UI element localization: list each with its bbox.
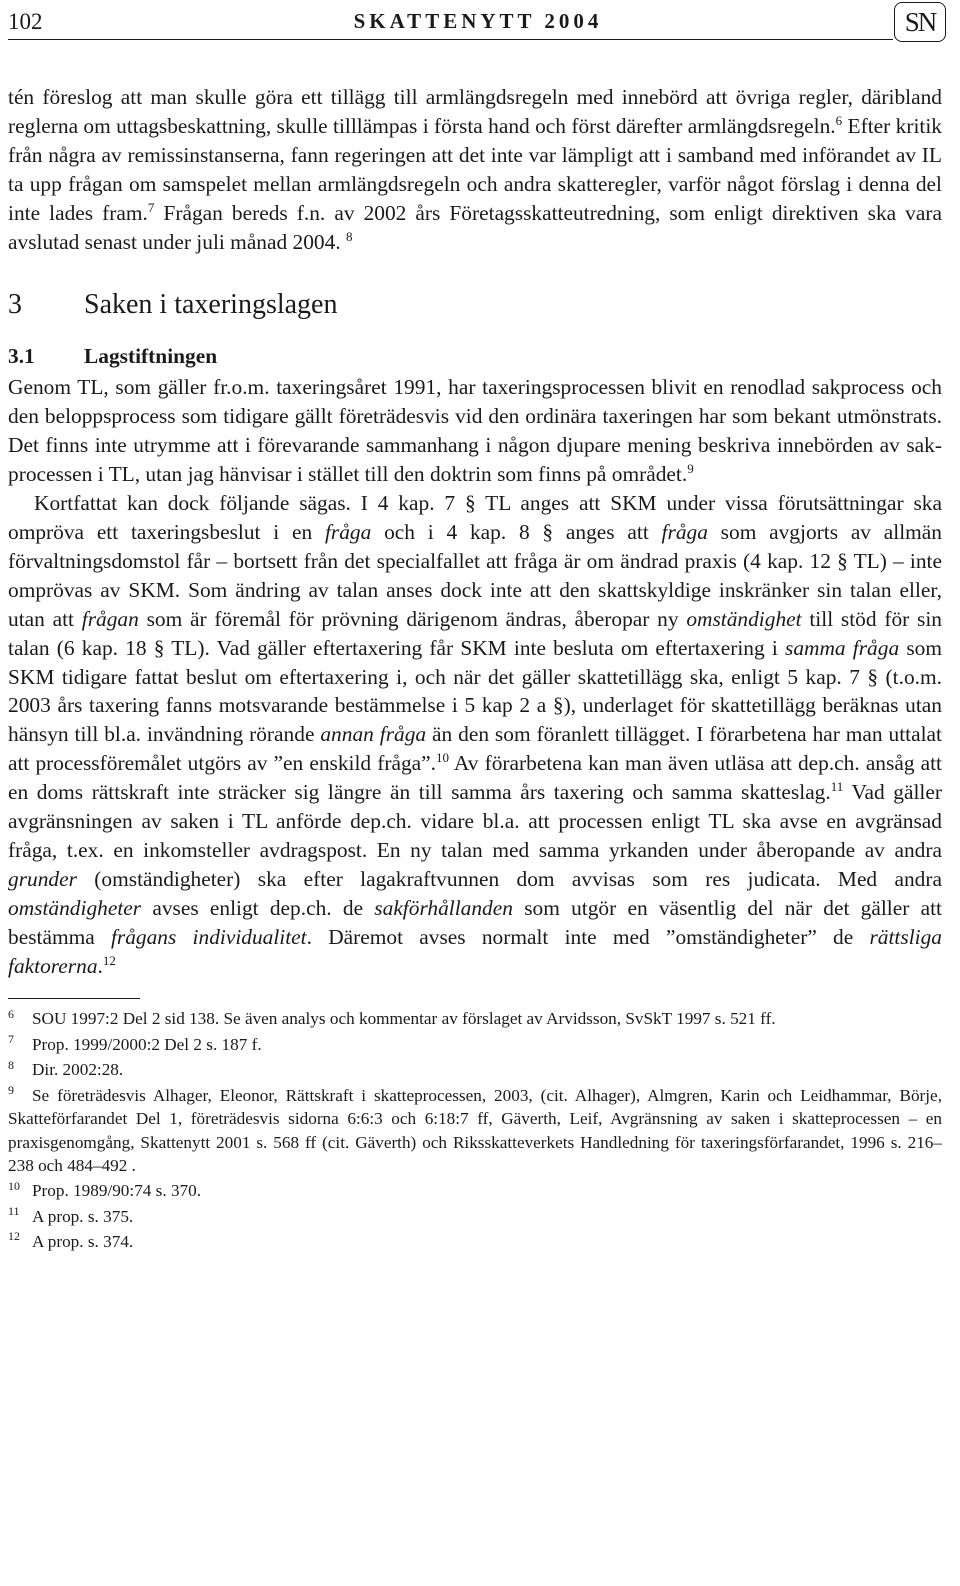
footnote-ref[interactable]: 12 bbox=[102, 952, 116, 968]
page-number: 102 bbox=[8, 9, 43, 34]
section-title: Saken i taxeringslagen bbox=[84, 289, 338, 321]
text-run: och i 4 kap. 8 § anges att bbox=[371, 519, 662, 544]
footnote-ref[interactable]: 10 bbox=[436, 750, 450, 766]
section-number: 3 bbox=[8, 289, 22, 321]
footnote-separator bbox=[8, 998, 140, 999]
page-header bbox=[8, 0, 948, 44]
text-run: Av förarbetena kan man även utläsa att dep.ch. ansåg att en doms rättskraft inte sträcker sig längre än till samma års taxering och samma skatteslag. bbox=[8, 751, 942, 805]
italic-term: fråga bbox=[661, 519, 708, 544]
italic-term: frågan bbox=[81, 606, 139, 631]
footnote-text: A prop. s. 375. bbox=[32, 1206, 134, 1226]
footnote-text: Prop. 1999/2000:2 Del 2 s. 187 f. bbox=[32, 1034, 262, 1054]
italic-term: omständigheter bbox=[8, 895, 142, 920]
text-run: Genom TL, som gäller fr.o.m. taxeringsåret 1991, har taxeringsprocessen blivit en renodlad sakprocess och den beloppsprocess som tidigare gällt företrädesvis vid den ordinära taxeringen har som bekant utmönstrats. Det finns inte utrymme att i förevarande sammanhang i någon djupare mening beskriva innebörden av sakprocessen i TL, utan jag hänvisar i stället till den doktrin som finns på området. bbox=[8, 375, 942, 487]
text-run: Efter kritik från några av remissinstanserna, fann regeringen att det inte var lämpligt att i samband med införandet av IL ta upp frågan om samspelet mellan armlängdsregeln och andra skatteregler, varför något förslag i denna del inte lades fram. bbox=[8, 113, 942, 225]
journal-logo: SN bbox=[894, 2, 946, 42]
italic-term: annan fråga bbox=[320, 722, 427, 747]
header-rule bbox=[8, 39, 893, 40]
subsection-number: 3.1 bbox=[8, 344, 35, 369]
paragraph-2 bbox=[8, 489, 942, 980]
subsection-title: Lagstiftningen bbox=[84, 344, 218, 369]
footnote-text: A prop. s. 374. bbox=[32, 1232, 134, 1252]
footnote-ref[interactable]: 6 bbox=[835, 112, 843, 128]
italic-term: samma fråga bbox=[785, 635, 900, 660]
italic-term: fråga bbox=[324, 519, 372, 544]
page-body bbox=[8, 83, 942, 1256]
text-run: . Däremot avses normalt inte med ”omständigheter” de bbox=[306, 924, 870, 949]
text-run: tén föreslog att man skulle göra ett tillägg till armlängdsregeln med innebörd att övriga regler, däribland reglerna om uttagsbeskattning, skulle tilllämpas i första hand och först därefter armlängdsregeln. bbox=[8, 85, 942, 138]
section-heading bbox=[8, 288, 942, 322]
text-run: avses enligt dep.ch. de bbox=[141, 895, 375, 920]
text-run: Vad gäller avgränsningen av saken i TL anförde dep.ch. vidare bl.a. att processen enligt TL ska avse en avgränsad fråga, t.ex. en inkomsteller avdragspost. En ny talan med samma yrkanden under åberopande av andra bbox=[8, 780, 942, 862]
text-run: än den som föranlett tillägget. I förarbetena har man uttalat att processföremålet utgörs av ”en enskild fråga”. bbox=[8, 722, 942, 776]
text-run: Kortfattat kan dock följande sägas. I 4 kap. 7 § TL anges att SKM under vissa förutsättningar ska ompröva ett taxeringsbeslut i en bbox=[8, 491, 942, 544]
italic-term: sakförhållanden bbox=[374, 895, 513, 920]
footnote: 9 Se företrädesvis Alhager, Eleonor, Rättskraft i skatteprocessen, 2003, (cit. Alhager), Almgren, Karin och Leidhammar, Börje, Skatteförfarandet Del 1, företrädesvis sidorna 6:6:3 och 6:18:7 ff, Gäverth, Leif, Avgränsning av saken i skatteprocessen – en praxisgenomgång, Skattenytt 2001 s. 568 ff (cit. Gäverth) och Riksskatteverkets Handledning för taxeringsförfarandet, 1996 s. 216–238 och 484–492 . bbox=[8, 1082, 942, 1175]
footnote-text: Dir. 2002:28. bbox=[32, 1060, 124, 1080]
italic-term: omständighet bbox=[686, 606, 802, 631]
footnote-text: Se företrädesvis Alhager, Eleonor, Rättskraft i skatteprocessen, 2003, (cit. Alhager), Almgren, Karin och Leidhammar, Börje, Skatteförfarandet Del 1, företrädesvis sidorna 6:6:3 och 6:18:7 ff, Gäverth, Leif, Avgränsning av saken i skatteprocessen – en praxisgenomgång, Skattenytt 2001 s. 568 ff (cit. Gäverth) och Riksskatteverkets Handledning för taxeringsförfarandet, 1996 s. 216–238 och 484–492 . bbox=[8, 1085, 942, 1175]
italic-term: grunder bbox=[8, 866, 77, 891]
paragraph-1 bbox=[8, 373, 942, 489]
text-run: som är föremål för prövning därigenom ändras, åberopar ny bbox=[138, 606, 687, 631]
text-run: . bbox=[97, 953, 103, 978]
footnotes bbox=[8, 1007, 942, 1253]
footnote-text: SOU 1997:2 Del 2 sid 138. Se även analys och kommentar av förslaget av Arvidsson, SvSkT 1997 s. 521 ff. bbox=[32, 1009, 776, 1029]
footnote: 8 Dir. 2002:28. bbox=[8, 1057, 124, 1080]
footnote-ref[interactable]: 9 bbox=[687, 461, 694, 477]
footnote-ref[interactable]: 11 bbox=[830, 779, 844, 794]
footnote: 7 Prop. 1999/2000:2 Del 2 s. 187 f. bbox=[8, 1032, 262, 1054]
footnote: 6 SOU 1997:2 Del 2 sid 138. Se även analys och kommentar av förslaget av Arvidsson, SvSkT 1997 s. 521 ff. bbox=[8, 1006, 776, 1029]
italic-term: rättsliga faktorerna bbox=[8, 924, 942, 978]
footnote: 10 Prop. 1989/90:74 s. 370. bbox=[8, 1178, 202, 1201]
text-run: Frågan bereds f.n. av 2002 års Företagsskatteutredning, som enligt direktiven ska vara avslutad senast under juli månad 2004. bbox=[8, 200, 942, 254]
footnote-ref[interactable]: 7 bbox=[147, 199, 155, 215]
journal-title: SKATTENYTT 2004 bbox=[353, 9, 603, 33]
text-run: som avgjorts av allmän förvaltningsdomstol får – bortsett från det specialfallet att fråga är om ändrad praxis (4 kap. 12 § TL) – inte omprövas av SKM. Som ändring av talan anses dock inte att den skattskyldige inskränker sin talan eller, utan att bbox=[8, 519, 942, 631]
footnote: 12 A prop. s. 374. bbox=[8, 1229, 134, 1252]
intro-paragraph bbox=[8, 83, 942, 256]
italic-term: frågans individualitet bbox=[110, 924, 307, 949]
footnote-ref[interactable]: 8 bbox=[346, 228, 353, 244]
subsection-heading bbox=[8, 342, 942, 371]
text-run: till stöd för sin talan (6 kap. 18 § TL). Vad gäller eftertaxering får SKM inte besluta om eftertaxering i bbox=[8, 606, 942, 660]
text-run: som utgör en väsentlig del när det gäller att bestämma bbox=[8, 895, 942, 949]
footnote: 11 A prop. s. 375. bbox=[8, 1203, 134, 1226]
text-run: som SKM tidigare fattat beslut om eftertaxering i, och när det gäller skattetillägg ska, enligt 5 kap. 7 § (t.o.m. 2003 års taxering fanns motsvarande bestämmelse i 5 kap 2 a §), underlaget för skattetillägg beräknas utan hänsyn till bl.a. invändning rörande bbox=[8, 635, 942, 747]
footnote-text: Prop. 1989/90:74 s. 370. bbox=[32, 1181, 202, 1201]
text-run: (omständigheter) ska efter lagakraftvunnen dom avvisas som res judicata. Med andra bbox=[76, 866, 942, 891]
